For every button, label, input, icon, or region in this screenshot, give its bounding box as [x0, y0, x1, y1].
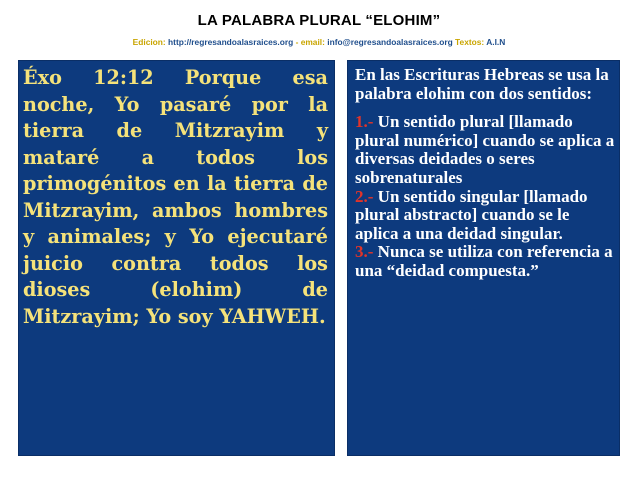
- credits-separator: -: [295, 37, 301, 47]
- item-text: Un sentido plural [llamado plural numérico] cuando se aplica a diversas deidades o seres sobrenaturales: [355, 112, 615, 187]
- explanation-intro: En las Escrituras Hebreas se usa la palabra elohim con dos sentidos:: [355, 65, 609, 103]
- page-title: LA PALABRA PLURAL “ELOHIM”: [197, 12, 441, 29]
- textos-label: Textos:: [455, 37, 485, 47]
- item-number: 1.-: [355, 112, 374, 132]
- edicion-link[interactable]: http://regresandoalasraices.org: [168, 37, 294, 47]
- textos-value: A.I.N: [486, 37, 506, 47]
- email-link[interactable]: info@regresandoalasraices.org: [327, 37, 453, 47]
- explanation-container: [355, 66, 617, 479]
- verse-panel: [18, 60, 335, 456]
- verse-text: Éxo 12:12 Porque esa noche, Yo pasaré por la tierra de Mitzrayim y mataré a todos los primogénitos en la tierra de Mitzrayim, ambos hombres y animales; y Yo ejecutaré juicio contra todos los dioses (elohim) de Mitzrayim; Yo soy YAHWEH.: [23, 66, 328, 328]
- item-number: 3.-: [355, 242, 374, 262]
- item-number: 2.-: [355, 186, 374, 206]
- item-text: Un sentido singular [llamado plural abstracto] cuando se le aplica a una deidad singular.: [355, 186, 588, 243]
- edicion-label: Edicion:: [132, 37, 166, 47]
- credits-line: [0, 37, 638, 47]
- explanation-item-1: [355, 113, 617, 187]
- email-label: email:: [300, 37, 325, 47]
- item-text: Nunca se utiliza con referencia a una “deidad compuesta.”: [355, 242, 613, 280]
- verse-container: [23, 65, 328, 455]
- explanation-item-2: [355, 188, 617, 244]
- explanation-item-3: [355, 243, 617, 280]
